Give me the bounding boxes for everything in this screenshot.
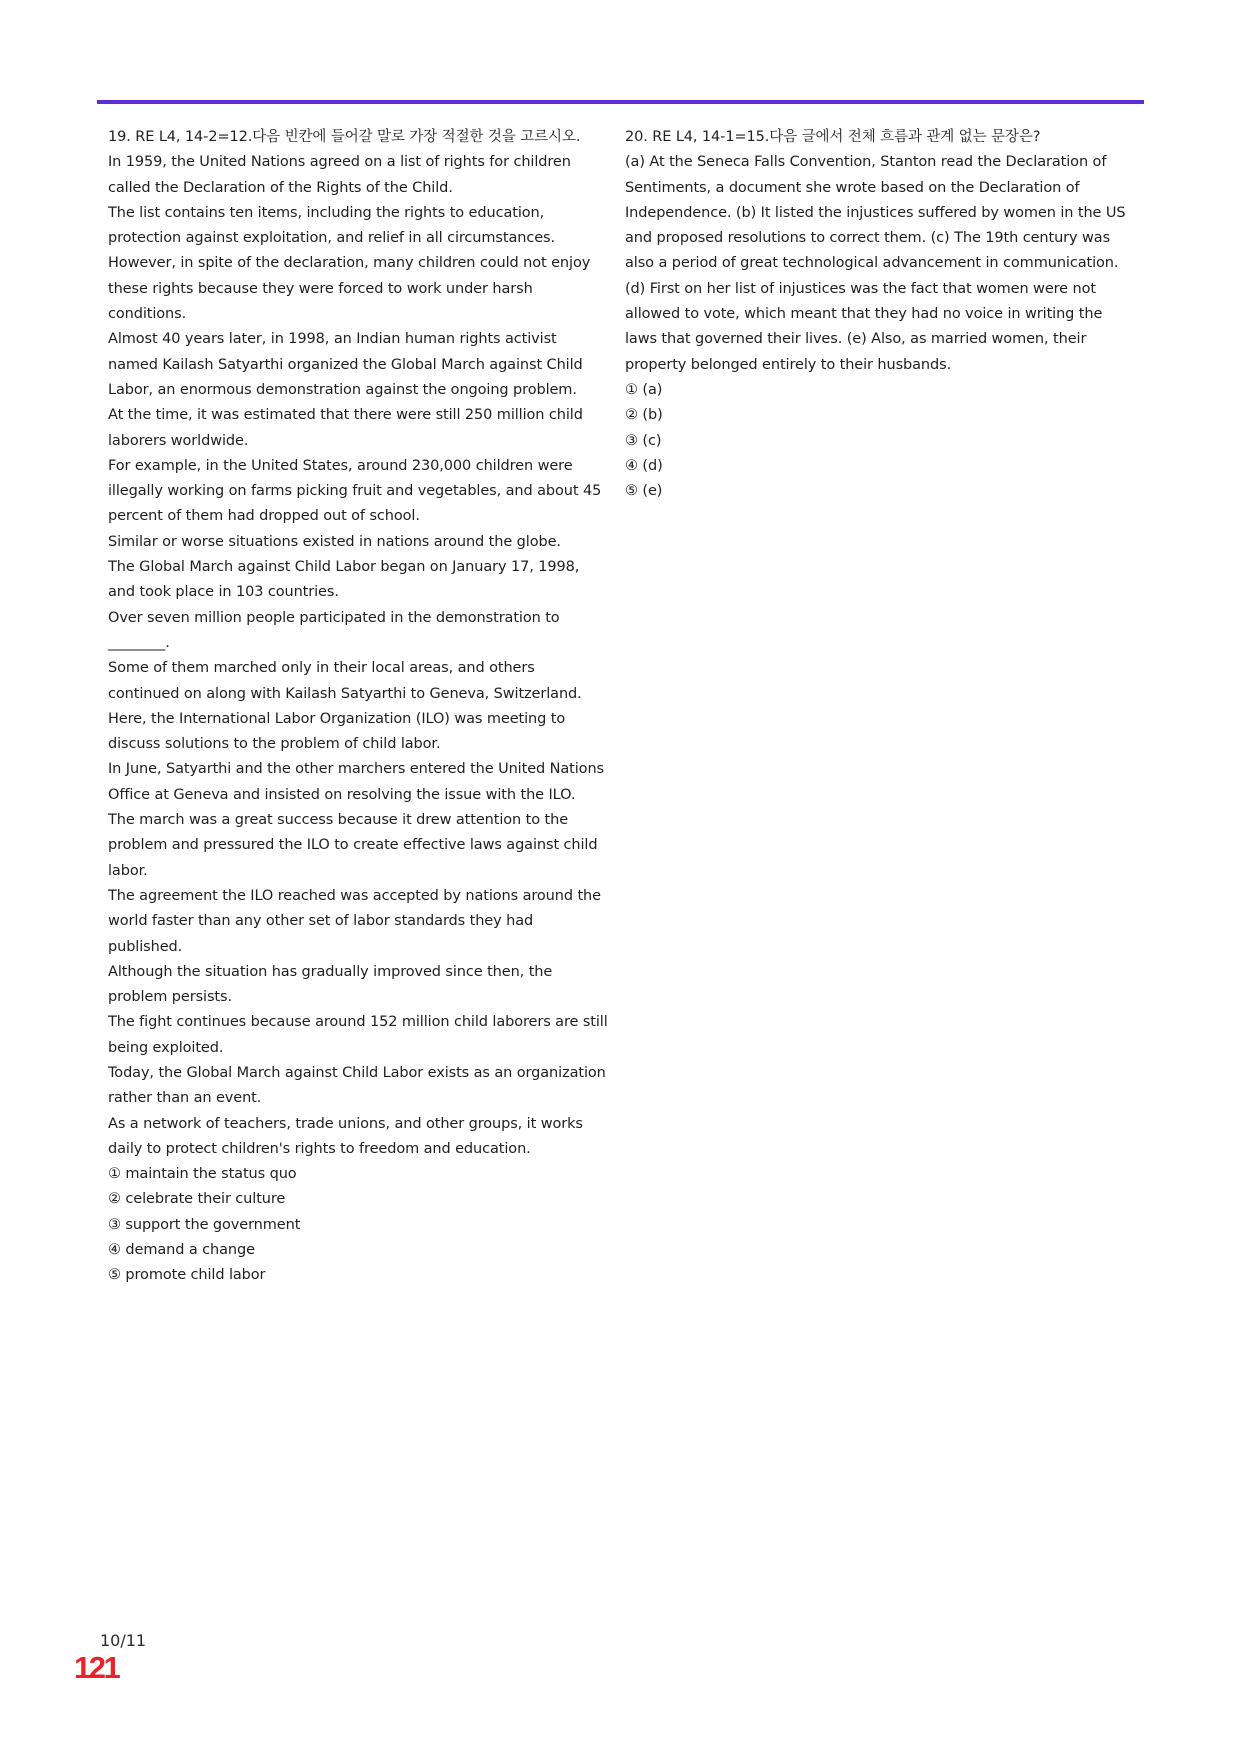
passage-sentence: As a network of teachers, trade unions, and other groups, it works daily to protect children's rights to freedom and education. <box>108 1115 583 1157</box>
question-19-header: 19. RE L4, 14-2=12.다음 빈칸에 들어갈 말로 가장 적절한 것을 고르시오. <box>108 129 581 145</box>
answer-option-4[interactable]: ④ (d) <box>625 457 663 474</box>
answer-option-1[interactable]: ① (a) <box>625 381 663 398</box>
question-20-passage: (a) At the Seneca Falls Convention, Stanton read the Declaration of Sentiments, a document she wrote based on the Declaration of Independence. (b) It listed the injustices suffered by women in the US and proposed resolutions to correct them. (c) The 19th century was also a period of great technological advancement in communication. (d) First on her list of injustices was the fact that women were not allowed to vote, which meant that they had no voice in writing the laws that governed their lives. (e) Also, as married women, their property belonged entirely to their husbands. <box>625 154 1126 373</box>
question-19 <box>108 125 608 1289</box>
question-19-options <box>108 1162 608 1288</box>
passage-sentence: However, in spite of the declaration, many children could not enjoy these rights because they were forced to work under harsh conditions. <box>108 255 591 323</box>
passage-sentence: For example, in the United States, around 230,000 children were illegally working on farms picking fruit and vegetables, and about 45 percent of them had dropped out of school. <box>108 457 602 525</box>
answer-option-4[interactable]: ④ demand a change <box>108 1242 255 1259</box>
passage-sentence: Today, the Global March against Child Labor exists as an organization rather than an event. <box>108 1064 606 1107</box>
passage-sentence: The march was a great success because it drew attention to the problem and pressured the ILO to create effective laws against child labor. <box>108 812 598 879</box>
passage-sentence: In June, Satyarthi and the other marchers entered the United Nations Office at Geneva and insisted on resolving the issue with the ILO. <box>108 761 604 803</box>
passage-sentence: The fight continues because around 152 million child laborers are still being exploited. <box>108 1014 608 1056</box>
passage-sentence-blank: Over seven million people participated in the demonstration to ________. <box>108 609 560 651</box>
answer-option-3[interactable]: ③ support the government <box>108 1216 301 1233</box>
passage-sentence: Here, the International Labor Organization (ILO) was meeting to discuss solutions to the problem of child labor. <box>108 710 566 753</box>
answer-option-3[interactable]: ③ (c) <box>625 432 662 449</box>
passage-sentence: The Global March against Child Labor began on January 17, 1998, and took place in 103 countries. <box>108 559 580 601</box>
passage-sentence: In 1959, the United Nations agreed on a list of rights for children called the Declaration of the Rights of the Child. <box>108 154 571 196</box>
question-20 <box>625 125 1132 504</box>
header-divider <box>97 100 1144 104</box>
passage-sentence: Although the situation has gradually improved since then, the problem persists. <box>108 963 553 1006</box>
passage-sentence: At the time, it was estimated that there were still 250 million child laborers worldwide. <box>108 407 583 449</box>
question-20-header: 20. RE L4, 14-1=15.다음 글에서 전체 흐름과 관계 없는 문장은? <box>625 129 1041 145</box>
answer-option-5[interactable]: ⑤ promote child labor <box>108 1267 266 1284</box>
page-number: 121 <box>74 1650 119 1685</box>
passage-sentence: The agreement the ILO reached was accepted by nations around the world faster than any other set of labor standards they had published. <box>108 887 601 955</box>
answer-option-2[interactable]: ② (b) <box>625 407 663 424</box>
answer-option-2[interactable]: ② celebrate their culture <box>108 1191 286 1208</box>
passage-sentence: Almost 40 years later, in 1998, an Indian human rights activist named Kailash Satyarthi organized the Global March against Child Labor, an enormous demonstration against the ongoing problem. <box>108 331 583 398</box>
page-indicator: 10/11 <box>100 1631 147 1650</box>
passage-sentence: Some of them marched only in their local areas, and others continued on along with Kailash Satyarthi to Geneva, Switzerland. <box>108 660 582 702</box>
passage-sentence: The list contains ten items, including the rights to education, protection against exploitation, and relief in all circumstances. <box>108 204 555 247</box>
passage-sentence: Similar or worse situations existed in nations around the globe. <box>108 533 561 550</box>
answer-option-1[interactable]: ① maintain the status quo <box>108 1166 297 1183</box>
question-20-options <box>625 378 1132 504</box>
answer-option-5[interactable]: ⑤ (e) <box>625 483 663 500</box>
